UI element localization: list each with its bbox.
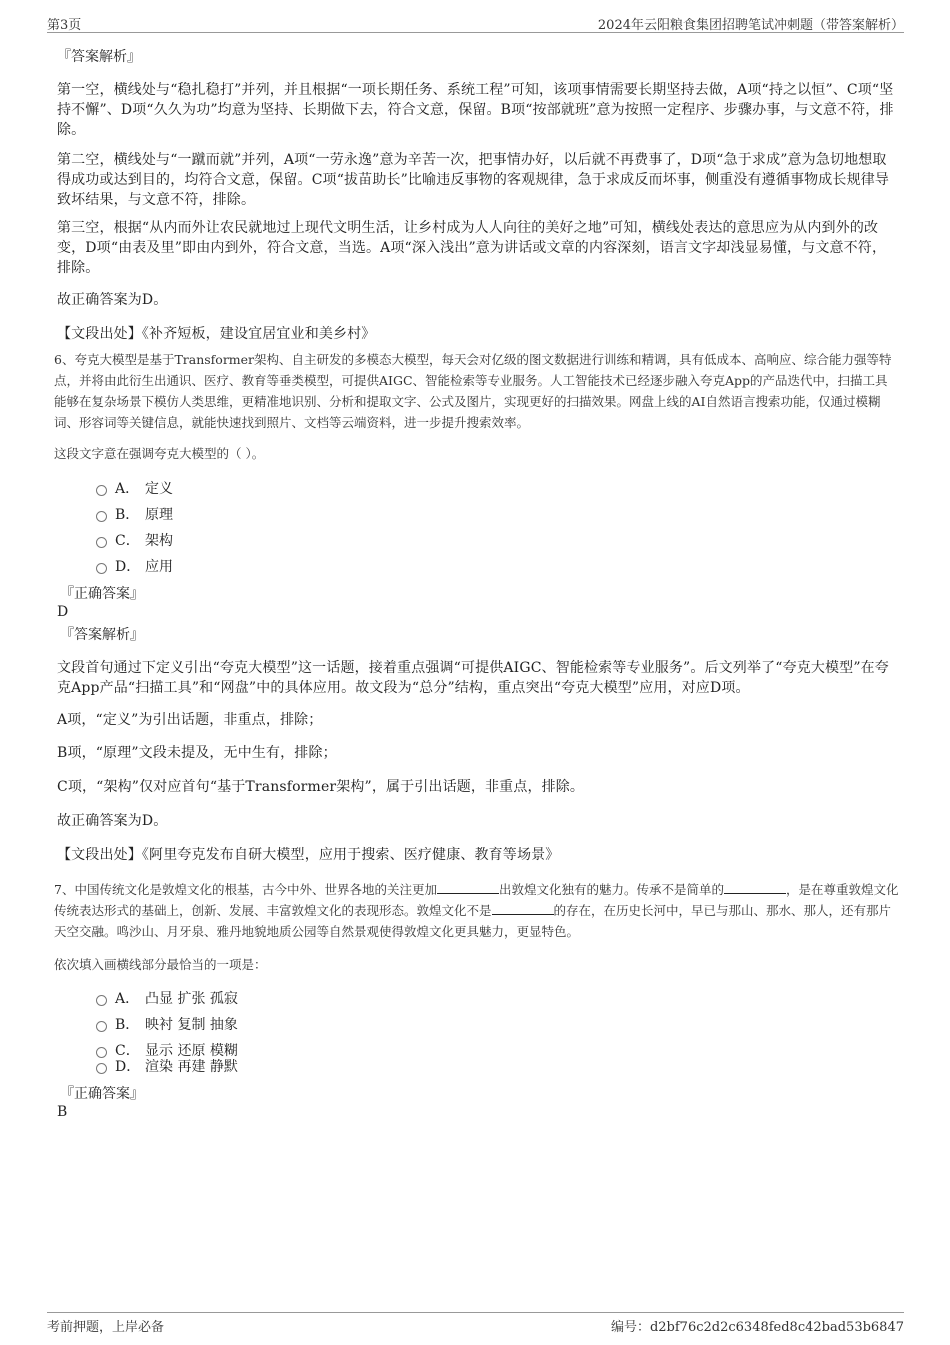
page-header (47, 12, 904, 33)
q7-option-c[interactable]: C． 显示 还原 模糊 (96, 1042, 238, 1060)
q5-analysis-p3: 第三空，根据“从内而外让农民就地过上现代文明生活，让乡村成为人人向往的美好之地”可知，横线处表达的意思应为从内到外的改变，D项“由表及里”即由内到外，符合文意，当选。A项“深入浅出”意为讲话或文章的内容深刻，语言文字却浅显易懂，与文意不符，排除。 (57, 220, 887, 276)
q6-option-d[interactable]: D． 应用 (96, 558, 173, 576)
q7-text: 7、中国传统文化是敦煌文化的根基，古今中外、世界各地的关注更加 出敦煌文化独有的魅力。传承不是简单的 ，是在尊重敦煌文化传统表达形式的基础上，创新、发展、丰富敦煌文化的表现形态。敦煌文化不是 的存在，在历史长河中，早已与那山、那水、那人，还有那片天空交融。鸣沙山、月牙泉、雅丹地貌地质公园等自然景观使得敦煌文化更具魅力，更显特色。 (54, 882, 899, 939)
q6-option-b[interactable]: B． 原理 (96, 506, 173, 524)
q6-option-a[interactable]: A． 定义 (96, 480, 173, 498)
q6-answer-label: 『正确答案』 (60, 586, 144, 602)
q6-conclusion: 故正确答案为D。 (57, 813, 168, 829)
q6-analysis-p1: 文段首句通过下定义引出“夸克大模型”这一话题，接着重点强调“可提供AIGC、智能检索等专业服务”。后文列举了“夸克大模型”在夸克App产品“扫描工具”和“网盘”中的具体应用。故文段为“总分”结构，重点突出“夸克大模型”应用，对应D项。 (57, 660, 889, 696)
q7-option-b[interactable]: B． 映衬 复制 抽象 (96, 1016, 238, 1034)
radio-icon[interactable] (96, 485, 107, 496)
q5-analysis-p1: 第一空，横线处与“稳扎稳打”并列，并且根据“一项长期任务、系统工程”可知，该项事情需要长期坚持去做，A项“持之以恒”、C项“坚持不懈”、D项“久久为功”均意为坚持、长期做下去，符合文意，保留。B项“按部就班”意为按照一定程序、步骤办事，与文意不符，排除。 (57, 82, 894, 138)
radio-icon[interactable] (96, 563, 107, 574)
q5-conclusion: 故正确答案为D。 (57, 292, 168, 308)
q6-option-c[interactable]: C． 架构 (96, 532, 173, 550)
q7-stem: 依次填入画横线部分最恰当的一项是： (54, 957, 267, 972)
footer-serial: 编号：d2bf76c2d2c6348fed8c42bad53b6847 (610, 1320, 904, 1335)
q6-analysis-p3: B项，“原理”文段未提及，无中生有，排除； (57, 745, 337, 761)
radio-icon[interactable] (96, 537, 107, 548)
footer-slogan: 考前押题，上岸必备 (47, 1320, 165, 1335)
q7-option-a[interactable]: A． 凸显 扩张 孤寂 (96, 990, 238, 1008)
radio-icon[interactable] (96, 1047, 107, 1058)
radio-icon[interactable] (96, 995, 107, 1006)
q6-stem: 这段文字意在强调夸克大模型的（ ）。 (54, 446, 265, 461)
radio-icon[interactable] (96, 1063, 107, 1074)
answer-blank (437, 881, 499, 894)
q5-source: 【文段出处】《补齐短板，建设宜居宜业和美乡村》 (57, 326, 376, 342)
q7-option-d[interactable]: D． 渲染 再建 静默 (96, 1058, 238, 1076)
q6-answer: D (57, 604, 69, 620)
q7-answer: B (57, 1104, 68, 1120)
document-title: 2024年云阳粮食集团招聘笔试冲刺题（带答案解析） (597, 18, 904, 33)
q7-answer-label: 『正确答案』 (60, 1086, 144, 1102)
q6-analysis-p2: A项，“定义”为引出话题，非重点，排除； (57, 712, 323, 728)
answer-blank (492, 902, 554, 915)
q5-analysis-p2: 第二空，横线处与“一蹴而就”并列，A项“一劳永逸”意为辛苦一次，把事情办好，以后就不再费事了，D项“急于求成”意为急切地想取得成功或达到目的，均符合文意，保留。C项“拔苗助长”比喻违反事物的客观规律，急于求成反而坏事，侧重没有遵循事物成长规律导致坏结果，与文意不符，排除。 (57, 152, 890, 208)
page-number: 第3页 (47, 18, 82, 33)
q5-analysis-label: 『答案解析』 (57, 49, 141, 65)
q6-text: 6、夸克大模型是基于Transformer架构、自主研发的多模态大模型，每天会对亿级的图文数据进行训练和精调，具有低成本、高响应、综合能力强等特点，并将由此衍生出通识、医疗、教育等垂类模型，可提供AIGC、智能检索等专业服务。人工智能技术已经逐步融入夸克App的产品迭代中，扫描工具能够在复杂场景下模仿人类思维，更精准地识别、分析和提取文字、公式及图片，实现更好的扫描效果。网盘上线的AI自然语言搜索功能，仅通过模糊词、形容词等关键信息，就能快速找到照片、文档等云端资料，进一步提升搜索效率。 (54, 352, 892, 430)
page-footer (47, 1312, 904, 1335)
radio-icon[interactable] (96, 1021, 107, 1032)
q6-analysis-label: 『答案解析』 (60, 627, 144, 643)
q6-source: 【文段出处】《阿里夸克发布自研大模型，应用于搜索、医疗健康、教育等场景》 (57, 847, 560, 863)
radio-icon[interactable] (96, 511, 107, 522)
q6-analysis-p4: C项，“架构”仅对应首句“基于Transformer架构”，属于引出话题，非重点，排除。 (57, 779, 585, 795)
answer-blank (724, 881, 786, 894)
